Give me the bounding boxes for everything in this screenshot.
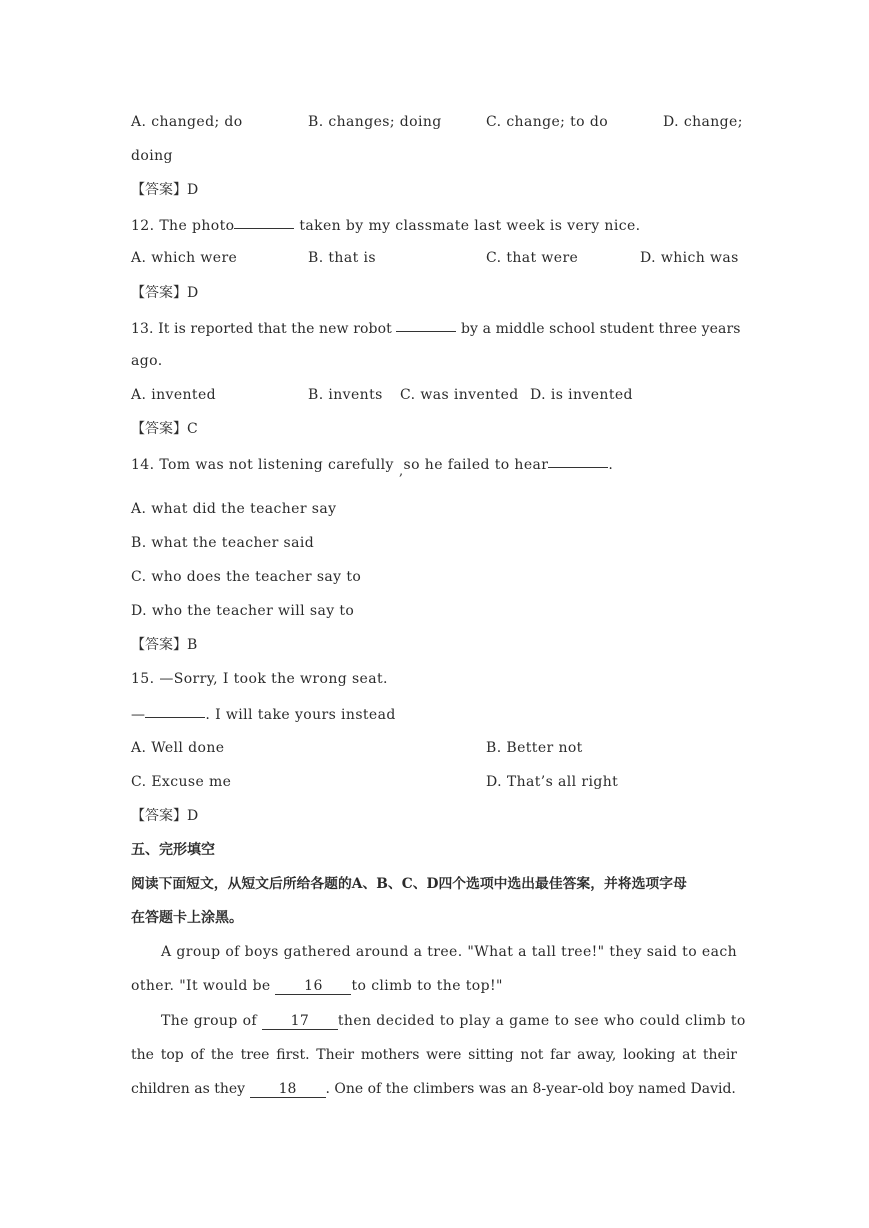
q15-line2-after: . I will take yours instead	[205, 707, 396, 723]
q11-answer: 【答案】D	[131, 182, 199, 198]
q11-option-a: A. changed; do	[131, 114, 243, 130]
q12-option-b: B. that is	[308, 250, 376, 266]
section-instruction-line1: 阅读下面短文，从短文后所给各题的A、B、C、D四个选项中选出最佳答案，并将选项字母	[131, 876, 687, 892]
q12-answer: 【答案】D	[131, 285, 199, 301]
q14-stem-before: 14. Tom was not listening carefully	[131, 457, 394, 473]
q15-options-row2	[131, 772, 737, 792]
q11-option-b: B. changes; doing	[308, 114, 442, 130]
q11-option-d: D. change;	[663, 114, 743, 130]
passage-p2-line3	[131, 1079, 737, 1099]
blank-16: 16	[275, 978, 351, 995]
passage-p2-line1-after: then decided to play a game to see who could climb to	[337, 1013, 746, 1029]
passage-p2-line3-before: children as they	[131, 1081, 250, 1097]
q15-line2	[131, 703, 737, 723]
passage-p2-line1-before: The group of	[161, 1013, 262, 1029]
passage-p1-line1: A group of boys gathered around a tree. "What a tall tree!" they said to each	[161, 944, 737, 960]
q12-option-d: D. which was	[640, 250, 739, 266]
q14-option-c: C. who does the teacher say to	[131, 569, 362, 585]
passage-p2-line1	[161, 1011, 746, 1031]
passage-p2-line2: the top of the tree first. Their mothers were sitting not far away, looking at their	[131, 1047, 737, 1063]
q12-options	[131, 248, 737, 268]
q13-option-d: D. is invented	[530, 387, 633, 403]
q11-options	[131, 112, 743, 132]
q15-option-c: C. Excuse me	[131, 774, 232, 790]
passage-p1-line2	[131, 976, 737, 996]
q12-stem-before: 12. The photo	[131, 218, 235, 234]
q13-stem-wrap: ago.	[131, 353, 163, 369]
q14-option-a: A. what did the teacher say	[131, 501, 337, 517]
q14-option-b: B. what the teacher said	[131, 535, 315, 551]
blank-18: 18	[250, 1081, 326, 1098]
q13-stem-after: by a middle school student three years	[460, 321, 741, 337]
q12-option-a: A. which were	[131, 250, 238, 266]
q14-stem	[131, 453, 737, 479]
q14-blank	[548, 453, 608, 468]
q15-blank	[145, 703, 205, 718]
q15-option-a: A. Well done	[131, 740, 225, 756]
passage-p2-line3-after: . One of the climbers was an 8-year-old boy named David.	[325, 1081, 736, 1097]
q15-option-b: B. Better not	[486, 740, 583, 756]
q12-stem	[131, 214, 737, 234]
q14-option-d: D. who the teacher will say to	[131, 603, 355, 619]
q13-option-b: B. invents	[308, 387, 383, 403]
q13-option-c: C. was invented	[400, 387, 519, 403]
q14-answer: 【答案】B	[131, 637, 198, 653]
q12-blank	[234, 214, 294, 229]
section-heading: 五、完形填空	[131, 842, 215, 858]
q13-answer: 【答案】C	[131, 421, 198, 437]
q14-stem-end: .	[608, 457, 614, 473]
passage-p1-line2-before: other. "It would be	[131, 978, 276, 994]
section-instruction-line2: 在答题卡上涂黑。	[131, 910, 243, 926]
q13-option-a: A. invented	[131, 387, 216, 403]
q13-options	[131, 385, 737, 405]
q15-line2-dash: —	[131, 707, 146, 723]
q15-answer: 【答案】D	[131, 808, 199, 824]
q12-stem-after: taken by my classmate last week is very nice.	[294, 218, 641, 234]
q13-stem	[131, 317, 741, 337]
q11-option-d-wrap: doing	[131, 148, 173, 164]
blank-17: 17	[262, 1013, 338, 1030]
q14-stem-after: so he failed to hear	[403, 457, 549, 473]
q13-blank	[396, 317, 456, 332]
passage-p1-line2-after: to climb to the top!"	[351, 978, 503, 994]
q15-option-d: D. That’s all right	[486, 774, 619, 790]
q13-stem-before: 13. It is reported that the new robot	[131, 321, 392, 337]
q12-option-c: C. that were	[486, 250, 579, 266]
q14-comma: ,	[399, 464, 404, 479]
q15-options-row1	[131, 738, 737, 758]
q15-line1: 15. —Sorry, I took the wrong seat.	[131, 671, 388, 687]
q11-option-c: C. change; to do	[486, 114, 609, 130]
